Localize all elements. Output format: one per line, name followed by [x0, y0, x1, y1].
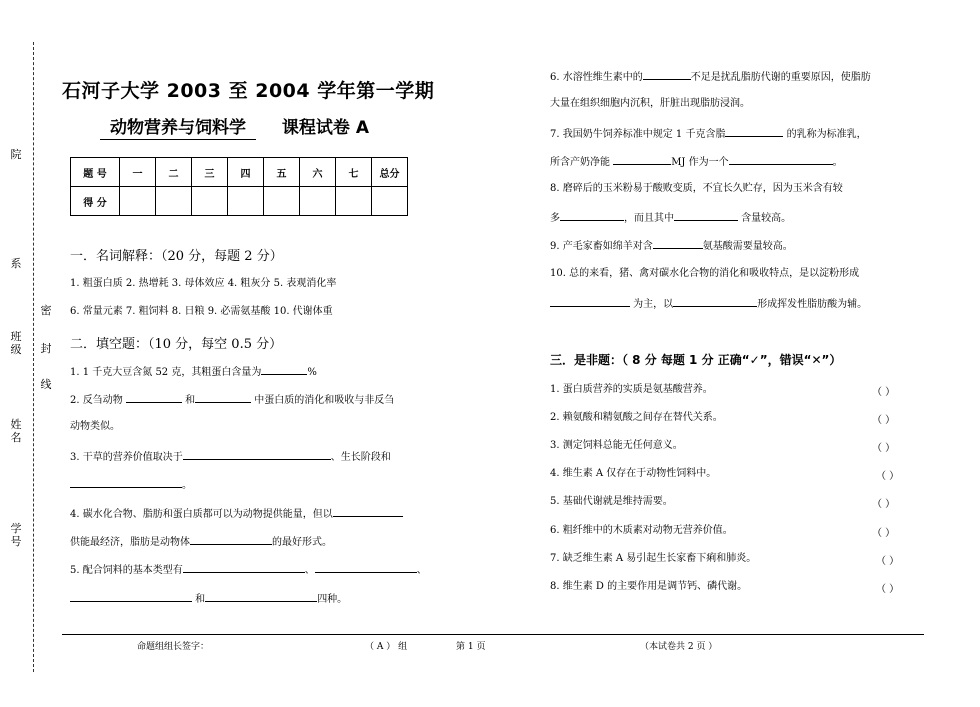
q5-cont: 和 四种。: [70, 591, 347, 606]
blank-line[interactable]: [550, 296, 630, 307]
blank-line[interactable]: [126, 392, 182, 403]
q5: 5. 配合饲料的基本类型有 、 、: [70, 562, 427, 577]
blank-line[interactable]: [673, 296, 757, 307]
blank-line[interactable]: [333, 506, 403, 517]
tf-item: 1. 蛋白质营养的实质是氨基酸营养。: [550, 384, 713, 395]
score-table-header-row: [71, 158, 408, 187]
answer-paren[interactable]: （ ）: [876, 556, 900, 567]
tf-item: 6. 粗纤维中的木质素对动物无营养价值。: [550, 525, 733, 536]
blank-line[interactable]: [674, 210, 738, 221]
q7-cont: 所含产奶净能 MJ 作为一个 。: [550, 154, 843, 169]
course-title: [100, 113, 369, 138]
section3-heading: 三．是非题：（ 8 分 每题 1 分 正确“✓”，错误“✕”）: [550, 353, 842, 367]
score-cell[interactable]: [192, 187, 228, 216]
blank-line[interactable]: [195, 392, 251, 403]
college-label: 院: [10, 148, 22, 161]
blank-line[interactable]: [261, 364, 307, 375]
table-cell: 四: [228, 158, 264, 187]
table-cell: 得 分: [71, 187, 120, 216]
section1-line1: 1. 粗蛋白质 2. 热增耗 3. 母体效应 4. 粗灰分 5. 表观消化率: [70, 278, 337, 289]
seal-char-xian: 线: [40, 378, 52, 391]
blank-line[interactable]: [653, 238, 703, 249]
class-label: 班级: [10, 330, 22, 356]
q3: 3. 干草的营养价值取决于 、生长阶段和: [70, 449, 391, 464]
answer-paren[interactable]: （ ）: [876, 471, 900, 482]
answer-paren[interactable]: （ ）: [876, 584, 900, 595]
tf-item: 3. 测定饲料总能无任何意义。: [550, 440, 683, 451]
blank-line[interactable]: [725, 126, 783, 137]
table-cell: 七: [336, 158, 372, 187]
score-table: [70, 157, 408, 216]
blank-line[interactable]: [729, 154, 833, 165]
answer-paren[interactable]: （ ）: [872, 443, 896, 454]
score-table-score-row: [71, 187, 408, 216]
q2: 2. 反刍动物 和 中蛋白质的消化和吸收与非反刍: [70, 392, 394, 407]
blank-line[interactable]: [205, 591, 317, 602]
q3-cont: 。: [70, 477, 192, 492]
table-cell: 三: [192, 158, 228, 187]
table-cell: 一: [120, 158, 156, 187]
q8: 8. 磨碎后的玉米粉易于酸败变质，不宜长久贮存，因为玉米含有较: [550, 183, 843, 194]
course-name: 动物营养与饲料学: [100, 118, 256, 140]
table-cell: 题 号: [71, 158, 120, 187]
answer-paren[interactable]: （ ）: [872, 528, 896, 539]
q6: 6. 水溶性维生素中的 不足是扰乱脂肪代谢的重要原因，使脂肪: [550, 69, 871, 84]
footer-divider: [62, 634, 924, 635]
tf-item: 7. 缺乏维生素 A 易引起生长家畜下痢和肺炎。: [550, 553, 757, 564]
footer-page: 第 1 页: [456, 642, 486, 652]
blank-line[interactable]: [190, 534, 272, 545]
tf-item: 5. 基础代谢就是维持需要。: [550, 496, 673, 507]
seal-char-feng: 封: [40, 342, 52, 355]
q2-cont: 动物类似。: [70, 421, 120, 432]
score-cell[interactable]: [228, 187, 264, 216]
footer-total: （本试卷共 2 页 ）: [640, 642, 718, 652]
q7: 7. 我国奶牛饲养标准中规定 1 千克含脂 的乳称为标准乳，: [550, 126, 867, 141]
q1: 1. 1 千克大豆含氮 52 克，其粗蛋白含量为 %: [70, 364, 317, 379]
tf-item: 8. 维生素 D 的主要作用是调节钙、磷代谢。: [550, 581, 748, 592]
exam-title: 石河子大学 2003 至 2004 学年第一学期: [62, 80, 435, 102]
name-label: 姓名: [10, 418, 22, 444]
score-cell[interactable]: [336, 187, 372, 216]
footer-signature: 命题组组长签字：: [137, 642, 210, 652]
blank-line[interactable]: [560, 210, 624, 221]
department-label: 系: [10, 257, 22, 270]
table-cell: 总分: [372, 158, 408, 187]
blank-line[interactable]: [70, 477, 182, 488]
q6-cont: 大量在组织细胞内沉积，肝脏出现脂肪浸润。: [550, 98, 750, 109]
q4-cont: 供能最经济，脂肪是动物体 的最好形式。: [70, 534, 332, 549]
q10-cont: 为主，以 形成挥发性脂肪酸为辅。: [550, 296, 867, 311]
blank-line[interactable]: [183, 449, 331, 460]
student-id-label: 学号: [10, 522, 22, 548]
section2-heading: 二．填空题：（10 分，每空 0.5 分）: [70, 337, 283, 352]
section1-heading: 一．名词解释：（20 分，每题 2 分）: [70, 249, 283, 264]
score-cell[interactable]: [120, 187, 156, 216]
blank-line[interactable]: [613, 154, 671, 165]
blank-line[interactable]: [183, 562, 305, 573]
q4: 4. 碳水化合物、脂肪和蛋白质都可以为动物提供能量，但以: [70, 506, 403, 521]
table-cell: 五: [264, 158, 300, 187]
score-cell[interactable]: [372, 187, 408, 216]
tf-item: 2. 赖氨酸和精氨酸之间存在替代关系。: [550, 412, 723, 423]
answer-paren[interactable]: （ ）: [872, 387, 896, 398]
section1-line2: 6. 常量元素 7. 粗饲料 8. 日粮 9. 必需氨基酸 10. 代谢体重: [70, 306, 333, 317]
score-cell[interactable]: [156, 187, 192, 216]
binding-dashed-line: [33, 42, 34, 672]
seal-char-mi: 密: [40, 304, 52, 317]
answer-paren[interactable]: （ ）: [872, 415, 896, 426]
blank-line[interactable]: [70, 591, 192, 602]
table-cell: 二: [156, 158, 192, 187]
q10: 10. 总的来看，猪、禽对碳水化合物的消化和吸收特点，是以淀粉形成: [550, 268, 860, 279]
q9: 9. 产毛家畜如绵羊对含 氨基酸需要量较高。: [550, 238, 793, 253]
score-cell[interactable]: [300, 187, 336, 216]
answer-paren[interactable]: （ ）: [872, 499, 896, 510]
blank-line[interactable]: [643, 69, 691, 80]
blank-line[interactable]: [315, 562, 417, 573]
q8-cont: 多 ，而且其中 含量较高。: [550, 210, 791, 225]
table-cell: 六: [300, 158, 336, 187]
score-cell[interactable]: [264, 187, 300, 216]
tf-item: 4. 维生素 A 仅存在于动物性饲料中。: [550, 468, 717, 479]
paper-label: 课程试卷 A: [281, 118, 369, 138]
footer-group: （ A ） 组: [365, 642, 408, 652]
